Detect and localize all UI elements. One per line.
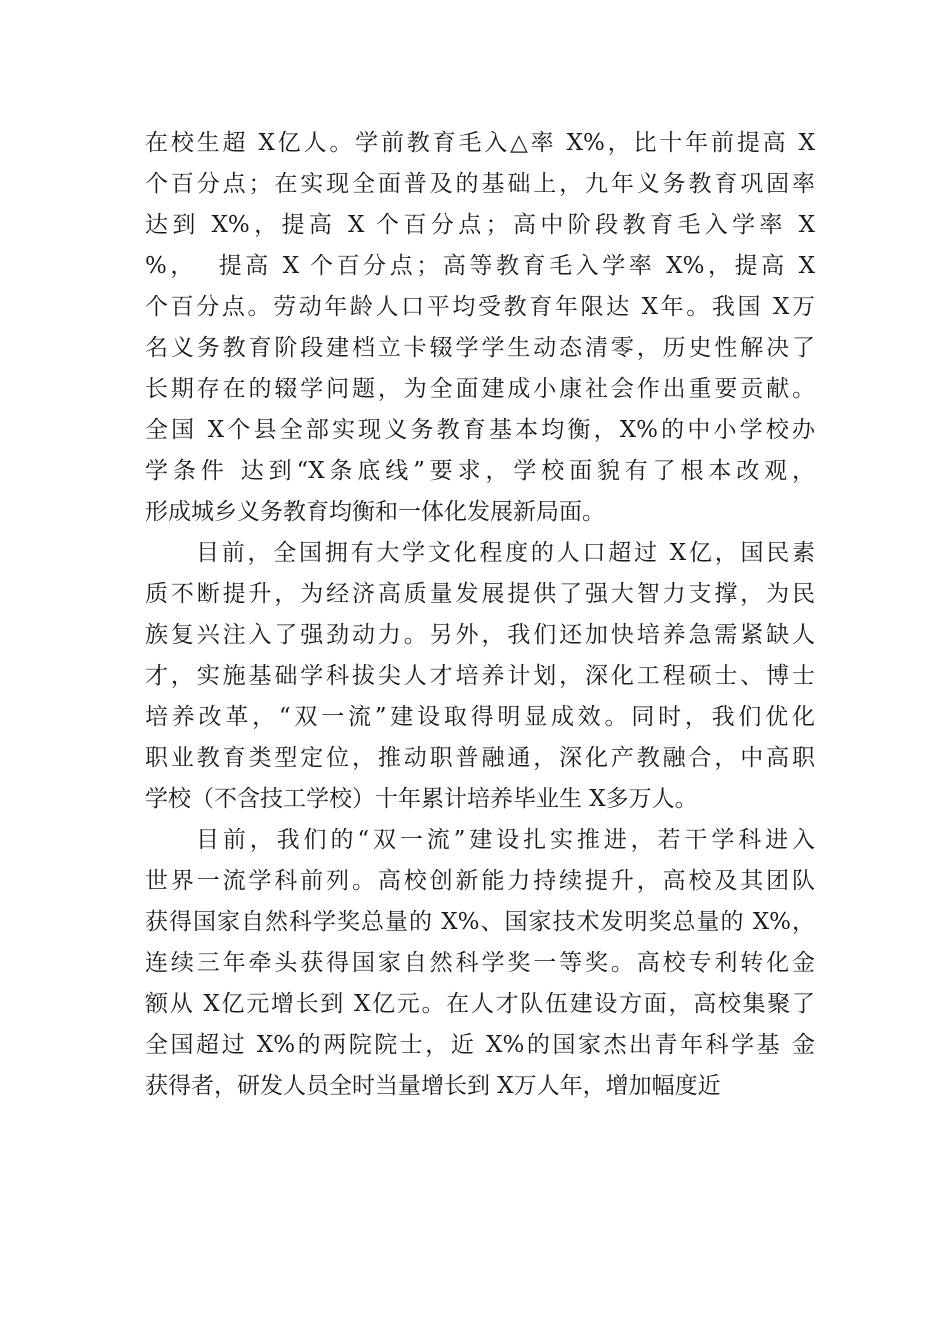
paragraph-2-line-3: 族复兴注入了强劲动力。另外，我们还加快培养急需紧缺人 [145,622,815,648]
paragraph-3-line-3: 获得国家自然科学奖总量的 X%、国家技术发明奖总量的 X%， [145,909,815,935]
paragraph-2-line-6: 职业教育类型定位，推动职普融通，深化产教融合，中高职 [145,745,815,771]
paragraph-1-line-1: 在校生超 X亿人。学前教育毛入△率 X%，比十年前提高 X [145,130,815,156]
paragraph-1-line-7: 长期存在的辍学问题，为全面建成小康社会作出重要贡献。 [145,376,815,402]
paragraph-2-line-7: 学校（不含技工学校）十年累计培养毕业生 X多万人。 [145,786,698,812]
paragraph-1-line-5: 个百分点。劳动年龄人口平均受教育年限达 X年。我国 X万 [145,294,815,320]
paragraph-2-line-5: 培养改革，“双一流”建设取得明显成效。同时，我们优化 [145,704,815,730]
paragraph-2-line-4: 才，实施基础学科拔尖人才培养计划，深化工程硕士、博士 [145,663,815,689]
paragraph-3-line-1: 目前，我们的“双一流”建设扎实推进，若干学科进入 [196,827,815,853]
paragraph-2-line-2: 质不断提升，为经济高质量发展提供了强大智力支撑，为民 [145,581,815,607]
paragraph-1-line-4: %， 提高 X 个百分点；高等教育毛入学率 X%，提高 X [145,253,815,279]
paragraph-3-line-4: 连续三年牵头获得国家自然科学奖一等奖。高校专利转化金 [145,950,815,976]
paragraph-1-line-9: 学条件 达到“X条底线”要求，学校面貌有了根本改观， [145,458,815,484]
paragraph-3-line-2: 世界一流学科前列。高校创新能力持续提升，高校及其团队 [145,868,815,894]
paragraph-3-line-5: 额从 X亿元增长到 X亿元。在人才队伍建设方面，高校集聚了 [145,991,815,1017]
paragraph-1-line-2: 个百分点；在实现全面普及的基础上，九年义务教育巩固率 [145,171,815,197]
paragraph-3-line-6: 全国超过 X%的两院院士，近 X%的国家杰出青年科学基 金 [145,1032,815,1058]
paragraph-1-line-3: 达到 X%，提高 X 个百分点；高中阶段教育毛入学率 X [145,212,815,238]
paragraph-1-line-8: 全国 X个县全部实现义务教育基本均衡，X%的中小学校办 [145,417,815,443]
paragraph-2-line-1: 目前，全国拥有大学文化程度的人口超过 X亿，国民素 [196,540,815,566]
paragraph-1-line-6: 名义务教育阶段建档立卡辍学学生动态清零，历史性解决了 [145,335,815,361]
paragraph-3-line-7: 获得者，研发人员全时当量增长到 X万人年，增加幅度近 [145,1073,721,1099]
paragraph-1-line-10: 形成城乡义务教育均衡和一体化发展新局面。 [145,499,605,525]
